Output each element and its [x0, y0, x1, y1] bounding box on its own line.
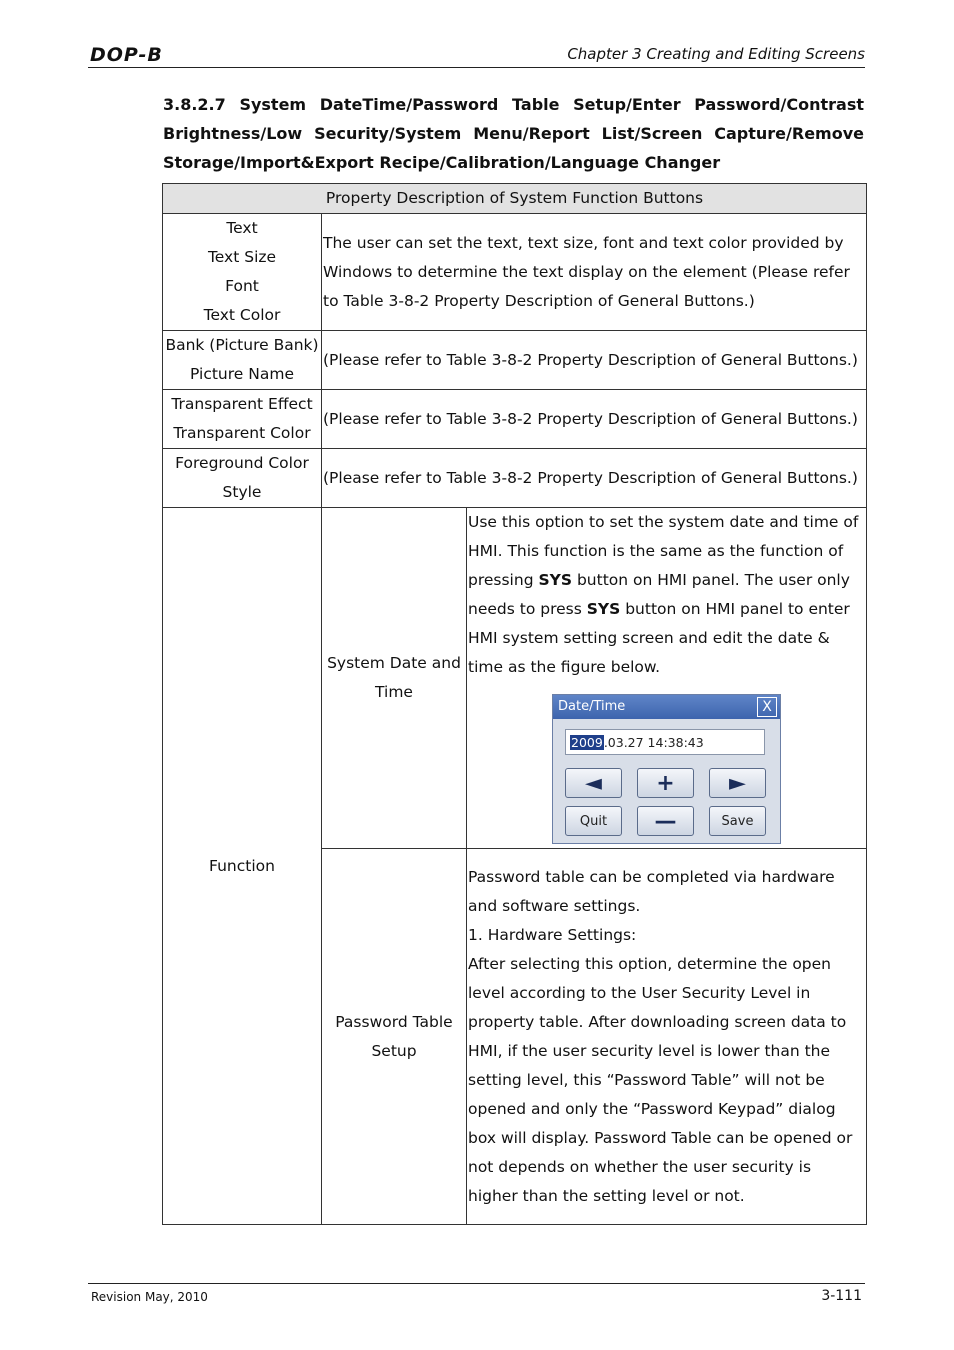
prop-name: Font — [225, 277, 259, 295]
text-props-desc: The user can set the text, text size, font and text color provided by Windows to determine the text display on the element (Please refer to Table 3-8-2 Property Description of General Buttons.) — [322, 214, 867, 331]
page-footer — [88, 1283, 865, 1304]
password-desc — [467, 849, 867, 1225]
close-icon[interactable]: X — [757, 697, 777, 717]
page-number: 3-111 — [821, 1288, 862, 1304]
password-name: Password Table Setup — [322, 849, 467, 1225]
datetime-rest: .03.27 14:38:43 — [603, 735, 704, 750]
prop-name: Bank (Picture Bank) — [165, 336, 319, 354]
transparent-desc: (Please refer to Table 3-8-2 Property Description of General Buttons.) — [322, 390, 867, 449]
prop-name: Text — [226, 219, 258, 237]
datetime-input[interactable] — [565, 729, 765, 755]
save-button[interactable]: Save — [709, 806, 766, 836]
desc-text: button on HMI panel. The user only needs to press — [468, 571, 850, 618]
prop-name: Transparent Effect — [171, 395, 313, 413]
sysdate-name: System Date and Time — [322, 508, 467, 849]
property-table — [162, 183, 867, 1225]
section-heading: 3.8.2.7 System DateTime/Password Table Setup/Enter Password/Contrast Brightness/Low Security/System Menu/Report List/Screen Capture/Remove Storage/Import&Export Recipe/Calibration/Language Changer — [163, 95, 864, 172]
left-arrow-button[interactable]: ◄ — [565, 768, 622, 798]
prop-name: Foreground Color — [175, 454, 309, 472]
prop-name: Transparent Color — [173, 424, 311, 442]
minus-button[interactable]: — — [637, 806, 694, 836]
text-props-names — [163, 214, 322, 331]
dialog-title: Date/Time — [558, 699, 626, 714]
foreground-desc: (Please refer to Table 3-8-2 Property Description of General Buttons.) — [322, 449, 867, 508]
sys-key: SYS — [538, 571, 573, 589]
transparent-names — [163, 390, 322, 449]
desc-line: 1. Hardware Settings: — [468, 925, 637, 944]
dop-b-logo: DOP-B — [90, 44, 163, 66]
page-header — [88, 40, 865, 68]
foreground-names — [163, 449, 322, 508]
bank-names — [163, 331, 322, 390]
prop-name: Picture Name — [190, 365, 294, 383]
table-header: Property Description of System Function Buttons — [163, 184, 867, 214]
quit-button[interactable]: Quit — [565, 806, 622, 836]
dialog-titlebar — [553, 695, 780, 719]
prop-name: Style — [222, 483, 262, 501]
sys-key: SYS — [586, 600, 621, 618]
revision-date: Revision May, 2010 — [91, 1290, 208, 1304]
plus-button[interactable]: + — [637, 768, 694, 798]
desc-line: Password table can be completed via hardware and software settings. — [468, 867, 835, 915]
chapter-title: Chapter 3 Creating and Editing Screens — [567, 45, 865, 63]
right-arrow-button[interactable]: ► — [709, 768, 766, 798]
prop-name: Text Color — [203, 306, 281, 324]
desc-text: Use this option to set the system date and time of HMI. This function is the same as the function of pressing — [468, 513, 859, 589]
function-label: Function — [163, 508, 322, 1225]
bank-desc: (Please refer to Table 3-8-2 Property Description of General Buttons.) — [322, 331, 867, 390]
sysdate-desc — [467, 508, 867, 849]
year-selected: 2009 — [571, 735, 603, 750]
datetime-dialog — [552, 694, 781, 844]
desc-text: button on HMI panel to enter HMI system setting screen and edit the date & time as the figure below. — [468, 600, 850, 676]
prop-name: Text Size — [207, 248, 277, 266]
desc-line: After selecting this option, determine the open level according to the User Security Level in property table. After downloading screen data to HMI, if the user security level is lower than the setting level, this “Password Table” will not be opened and only the “Password Keypad” dialog box will display. Password Table can be opened or not depends on whether the user security is higher than the setting level or not. — [468, 954, 853, 1205]
